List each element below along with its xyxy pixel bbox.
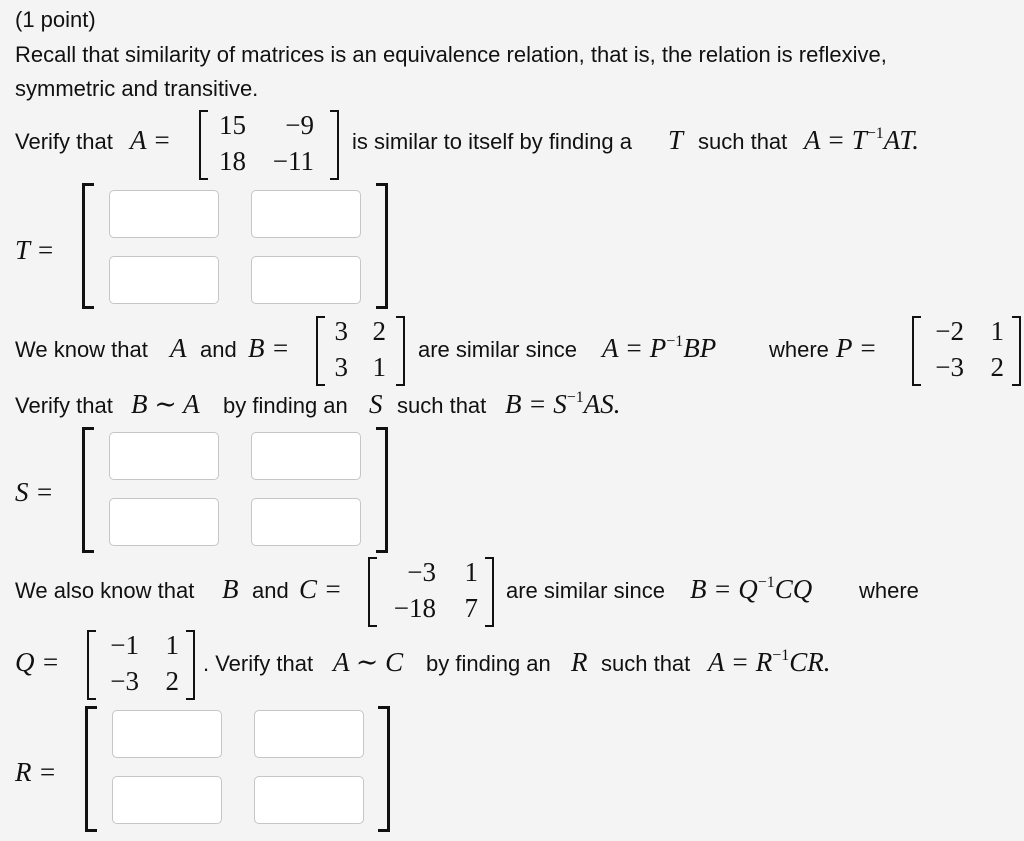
- part2-eq2-lhs: B = S: [505, 389, 567, 419]
- part3-similar-since: are similar since: [506, 578, 665, 603]
- part3-eq-rhs: CQ: [774, 574, 813, 604]
- matrix-P-cell: −2: [935, 316, 964, 346]
- points-label: (1 point): [15, 7, 96, 32]
- matrix-Q-left-bracket: [87, 630, 96, 700]
- matrix-A-cell: −11: [272, 146, 314, 176]
- matrix-P-cell: 2: [990, 352, 1004, 382]
- part3-and: and: [252, 578, 289, 603]
- matrix-Q-cell: 2: [165, 666, 179, 696]
- S-left-bracket: [82, 427, 94, 553]
- part2-B-label: B =: [248, 333, 290, 363]
- matrix-C-cell: 7: [464, 593, 478, 623]
- T-answer-label: T =: [15, 235, 55, 265]
- matrix-P-left-bracket: [912, 316, 921, 386]
- part2-relation: B ∼ A: [131, 389, 200, 419]
- R-answer-label: R =: [15, 757, 57, 787]
- R-entry-22[interactable]: [254, 776, 364, 824]
- matrix-B-cell: 3: [334, 316, 348, 346]
- matrix-C-cell: −3: [407, 557, 436, 587]
- part3-period: .: [823, 647, 831, 677]
- part3-such-that: such that: [601, 651, 691, 676]
- matrix-Q: [99, 628, 179, 698]
- matrix-A-cell: −9: [285, 110, 314, 140]
- matrix-C-cell: 1: [464, 557, 478, 587]
- S-right-bracket: [376, 427, 388, 553]
- part2-verify: Verify that: [15, 393, 113, 418]
- matrix-B-left-bracket: [316, 316, 325, 386]
- T-right-bracket: [376, 183, 388, 309]
- part3-by-finding: by finding an: [426, 651, 551, 676]
- part3-C-label: C =: [299, 574, 342, 604]
- matrix-C: [380, 555, 478, 625]
- matrix-B: [328, 314, 386, 384]
- part2-eq-exp: −1: [666, 333, 684, 350]
- matrix-A-left-bracket: [199, 110, 208, 180]
- matrix-P-cell: 1: [990, 316, 1004, 346]
- T-entry-22[interactable]: [251, 256, 361, 304]
- part3-eq2-exp: −1: [772, 647, 790, 664]
- part3-Q-label: Q =: [15, 647, 60, 677]
- part2-eq2-rhs: AS: [583, 389, 614, 419]
- part3-equation: [690, 574, 812, 605]
- part2-we-know: We know that: [15, 337, 148, 362]
- part2-and: and: [200, 337, 237, 362]
- part2-period: .: [613, 389, 621, 419]
- S-entry-12[interactable]: [251, 432, 361, 480]
- R-left-bracket: [85, 706, 97, 832]
- part1-such-that: such that: [698, 129, 788, 154]
- matrix-A-cell: 15: [219, 110, 246, 140]
- S-entry-21[interactable]: [109, 498, 219, 546]
- part2-eq2-exp: −1: [566, 389, 584, 406]
- part2-equation-2: [505, 389, 621, 420]
- matrix-C-right-bracket: [485, 557, 494, 627]
- S-entry-11[interactable]: [109, 432, 219, 480]
- matrix-C-cell: −18: [393, 593, 436, 623]
- part1-eq-rhs: AT: [883, 125, 913, 155]
- T-entry-11[interactable]: [109, 190, 219, 238]
- T-entry-12[interactable]: [251, 190, 361, 238]
- S-entry-22[interactable]: [251, 498, 361, 546]
- part3-relation: A ∼ C: [333, 647, 404, 677]
- matrix-B-cell: 1: [372, 352, 386, 382]
- matrix-A: [212, 108, 314, 178]
- part1-A-label: A =: [130, 125, 171, 155]
- part3-verify: . Verify that: [203, 651, 314, 676]
- R-entry-11[interactable]: [112, 710, 222, 758]
- part3-eq2-lhs: A = R: [708, 647, 773, 677]
- part1-prefix: Verify that: [15, 129, 113, 154]
- part2-P-label: P =: [836, 333, 877, 363]
- part3-R: R: [571, 647, 588, 677]
- matrix-Q-cell: −3: [110, 666, 139, 696]
- part3-eq-lhs: B = Q: [690, 574, 758, 604]
- part3-where: where: [859, 578, 919, 603]
- part2-eq-rhs: BP: [683, 333, 717, 363]
- matrix-Q-cell: 1: [165, 630, 179, 660]
- part3-B: B: [222, 574, 239, 604]
- R-right-bracket: [378, 706, 390, 832]
- part2-similar-since: are similar since: [418, 337, 577, 362]
- S-answer-label: S =: [15, 477, 54, 507]
- part1-middle: is similar to itself by finding a: [352, 129, 632, 154]
- matrix-P: [924, 314, 1004, 384]
- part1-eq-lhs: A = T: [804, 125, 867, 155]
- R-entry-21[interactable]: [112, 776, 222, 824]
- part3-we-also-know: We also know that: [15, 578, 195, 603]
- matrix-P-cell: −3: [935, 352, 964, 382]
- part3-equation-2: [708, 647, 831, 678]
- matrix-B-cell: 3: [334, 352, 348, 382]
- part2-A: A: [170, 333, 187, 363]
- part2-S: S: [369, 389, 383, 419]
- part3-eq-exp: −1: [757, 574, 775, 591]
- matrix-B-right-bracket: [396, 316, 405, 386]
- R-entry-12[interactable]: [254, 710, 364, 758]
- matrix-C-left-bracket: [368, 557, 377, 627]
- matrix-Q-cell: −1: [110, 630, 139, 660]
- matrix-A-cell: 18: [219, 146, 246, 176]
- matrix-B-cell: 2: [372, 316, 386, 346]
- part3-eq2-rhs: CR: [789, 647, 824, 677]
- T-entry-21[interactable]: [109, 256, 219, 304]
- part2-equation: [602, 333, 716, 364]
- part1-T: T: [668, 125, 684, 155]
- intro-line-2: symmetric and transitive.: [15, 76, 259, 101]
- part2-where: where: [769, 337, 829, 362]
- part2-by-finding: by finding an: [223, 393, 348, 418]
- part1-equation: [804, 125, 919, 156]
- matrix-P-right-bracket: [1012, 316, 1021, 386]
- T-left-bracket: [82, 183, 94, 309]
- part2-such-that: such that: [397, 393, 487, 418]
- matrix-Q-right-bracket: [186, 630, 195, 700]
- part1-period: .: [912, 125, 920, 155]
- intro-line-1: Recall that similarity of matrices is an equivalence relation, that is, the relation is reflexive,: [15, 42, 887, 67]
- part1-eq-exp: −1: [866, 125, 884, 142]
- matrix-A-right-bracket: [330, 110, 339, 180]
- part2-eq-lhs: A = P: [602, 333, 667, 363]
